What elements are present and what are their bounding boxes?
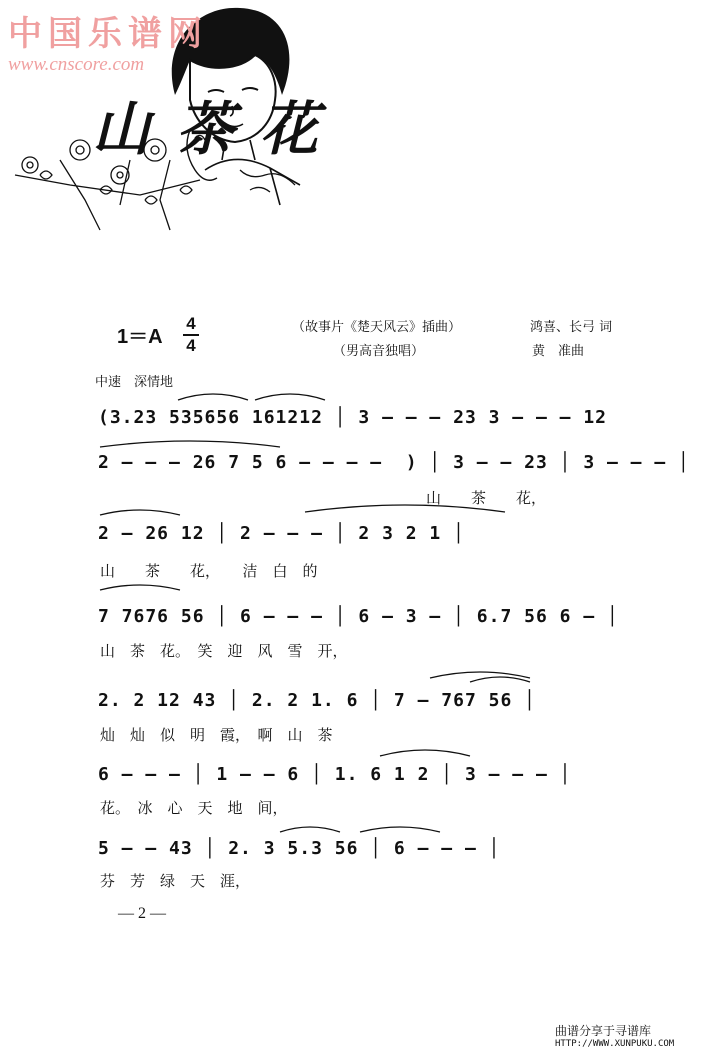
song-title: 山茶花 (92, 95, 345, 163)
lyricist-credit: 鸿喜、长弓 词 (530, 320, 613, 335)
system-4-notes: 7 7676 56 │ 6 — — — │ 6 — 3 — │ 6.7 56 6 — │ (98, 606, 619, 627)
system-3-notes: 2 — 26 12 │ 2 — — — │ 2 3 2 1 │ (98, 523, 465, 544)
system-4-lyrics: 山 茶 花。 笑 迎 风 雪 开， (100, 642, 348, 660)
system-6-lyrics: 花。 冰 心 天 地 间， (100, 799, 288, 817)
system-7-notes: 5 — — 43 │ 2. 3 5.3 56 │ 6 — — — │ (98, 838, 501, 859)
tempo-marking: 中速 深情地 (95, 375, 174, 390)
system-1-notes: (3.23 535656 161212 │ 3 — — — 23 3 — — — 12 (98, 407, 607, 428)
system-3-lyrics: 山 茶 花， 洁 白 的 (100, 562, 318, 580)
source-note: （故事片《楚天风云》插曲） (292, 320, 462, 335)
system-5-lyrics: 灿 灿 似 明 霞， 啊 山 茶 (100, 726, 333, 744)
key-signature: 1＝A (117, 326, 163, 348)
composer-credit: 黄 准曲 (532, 344, 585, 359)
credit-text: 曲谱分享于寻谱库 (555, 1024, 652, 1038)
system-7-lyrics: 芬 芳 绿 天 涯， (100, 872, 251, 890)
system-6-notes: 6 — — — │ 1 — — 6 │ 1. 6 1 2 │ 3 — — — │ (98, 764, 572, 785)
time-sig-top: 4 (186, 314, 196, 333)
site-watermark-url: www.cnscore.com (8, 54, 145, 75)
system-2-lyrics: 山 茶 花， (426, 489, 547, 507)
system-2-notes: 2 — — — 26 7 5 6 — — — — ) │ 3 — — 23 │ 3 — — — │ (98, 452, 690, 473)
site-watermark-cn: 中国乐谱网 (8, 14, 208, 54)
performer-note: （男高音独唱） (333, 344, 425, 359)
page-number: — 2 — (118, 905, 166, 922)
system-5-notes: 2. 2 12 43 │ 2. 2 1. 6 │ 7 — 767 56 │ (98, 690, 536, 711)
time-sig-bottom: 4 (186, 336, 196, 355)
credit-url: HTTP://WWW.XUNPUKU.COM (555, 1039, 675, 1049)
